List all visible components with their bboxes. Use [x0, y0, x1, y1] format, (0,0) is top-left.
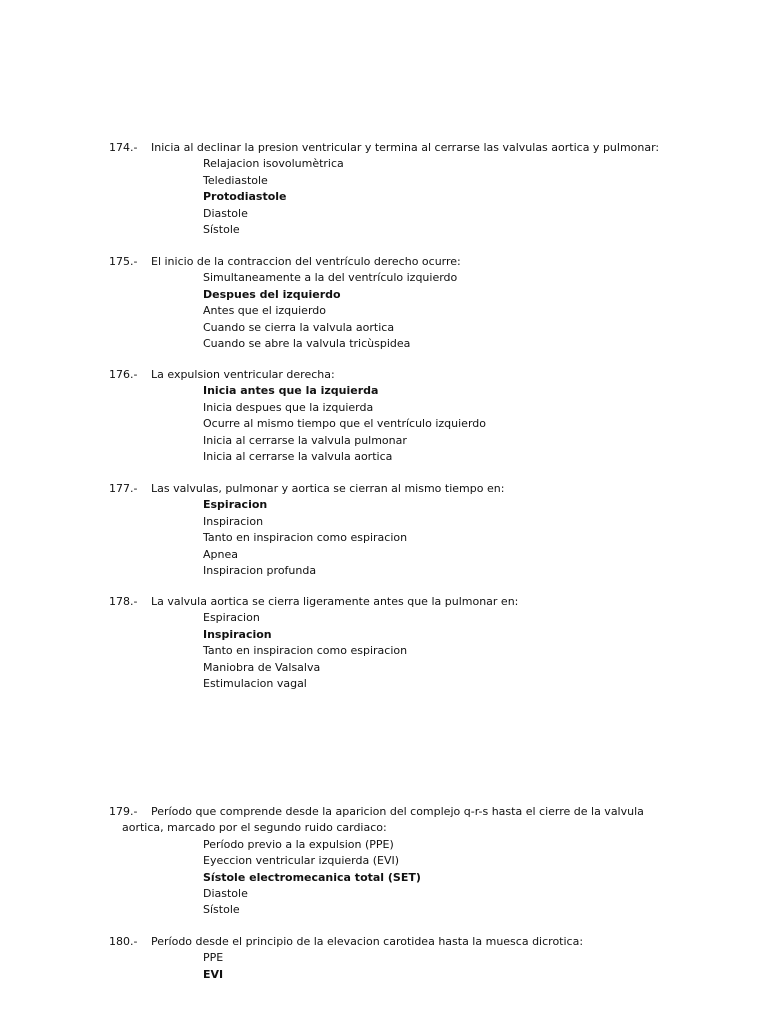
- answer-option: Apnea: [203, 547, 238, 561]
- question-text: Período desde el principio de la elevacion carotidea hasta la muesca dicrotica:: [151, 935, 584, 948]
- answer-option: Tanto en inspiracion como espiracion: [203, 531, 408, 545]
- question-2: [0, 254, 768, 352]
- answer-option: Sístole: [203, 222, 240, 236]
- answer-option: Eyeccion ventricular izquierda (EVI): [203, 854, 400, 868]
- answer-option: Relajacion isovolumètrica: [203, 157, 344, 171]
- question-number: 174.-: [109, 141, 138, 154]
- question-line: [0, 367, 768, 383]
- question-line: [0, 804, 768, 820]
- answer-option-correct: Despues del izquierdo: [203, 287, 341, 301]
- answer-option: Cuando se abre la valvula tricùspidea: [203, 336, 411, 350]
- question-text: La valvula aortica se cierra ligeramente antes que la pulmonar en:: [151, 595, 519, 608]
- answer-option: PPE: [203, 951, 224, 965]
- answer-option: Simultaneamente a la del ventrículo izquierdo: [203, 271, 458, 285]
- question-5: [0, 594, 768, 692]
- answer-option: Telediastole: [203, 173, 268, 187]
- question-4: [0, 481, 768, 579]
- answer-option-correct: Inspiracion: [203, 627, 272, 641]
- answer-option-correct: Protodiastole: [203, 190, 287, 204]
- question-3: [0, 367, 768, 465]
- answer-option: Estimulacion vagal: [203, 676, 307, 690]
- answer-option: Espiracion: [203, 611, 260, 625]
- question-line: [0, 254, 768, 270]
- answer-option: Inicia al cerrarse la valvula pulmonar: [203, 433, 407, 447]
- question-text: Período que comprende desde la aparicion del complejo q-r-s hasta el cierre de la valvula: [151, 805, 644, 818]
- answer-option: Diastole: [203, 886, 248, 900]
- answer-option-correct: Inicia antes que la izquierda: [203, 384, 379, 398]
- question-text: Inicia al declinar la presion ventricular y termina al cerrarse las valvulas aortica y pulmonar:: [151, 141, 660, 154]
- answer-option: Ocurre al mismo tiempo que el ventrículo izquierdo: [203, 417, 486, 431]
- answer-option: Inspiracion profunda: [203, 563, 317, 577]
- question-text: Las valvulas, pulmonar y aortica se cierran al mismo tiempo en:: [151, 482, 505, 495]
- question-line: [0, 140, 768, 156]
- question-6: [0, 804, 768, 919]
- question-number: 179.-: [109, 805, 138, 818]
- answer-option: Período previo a la expulsion (PPE): [203, 837, 394, 851]
- question-line: [0, 934, 768, 950]
- answer-option: Maniobra de Valsalva: [203, 660, 321, 674]
- answer-option: Inspiracion: [203, 514, 264, 528]
- question-number: 176.-: [109, 368, 138, 381]
- answer-option-correct: Sístole electromecanica total (SET): [203, 870, 421, 884]
- question-line: [0, 594, 768, 610]
- question-7: [0, 934, 768, 983]
- question-text: La expulsion ventricular derecha:: [151, 368, 335, 381]
- answer-option: Inicia al cerrarse la valvula aortica: [203, 449, 393, 463]
- answer-option-correct: Espiracion: [203, 498, 268, 512]
- answer-option: Antes que el izquierdo: [203, 304, 326, 318]
- question-number: 177.-: [109, 482, 138, 495]
- question-text-continued: aortica, marcado por el segundo ruido cardiaco:: [122, 821, 387, 835]
- answer-option: Cuando se cierra la valvula aortica: [203, 320, 395, 334]
- question-text: El inicio de la contraccion del ventrículo derecho ocurre:: [151, 255, 461, 268]
- answer-option: Diastole: [203, 206, 248, 220]
- question-number: 175.-: [109, 255, 138, 268]
- answer-option-correct: EVI: [203, 967, 224, 981]
- question-number: 180.-: [109, 935, 138, 948]
- question-number: 178.-: [109, 595, 138, 608]
- question-line: [0, 481, 768, 497]
- answer-option: Tanto en inspiracion como espiracion: [203, 644, 408, 658]
- question-line: [0, 820, 768, 836]
- answer-option: Sístole: [203, 903, 240, 917]
- answer-option: Inicia despues que la izquierda: [203, 400, 374, 414]
- question-1: [0, 140, 768, 238]
